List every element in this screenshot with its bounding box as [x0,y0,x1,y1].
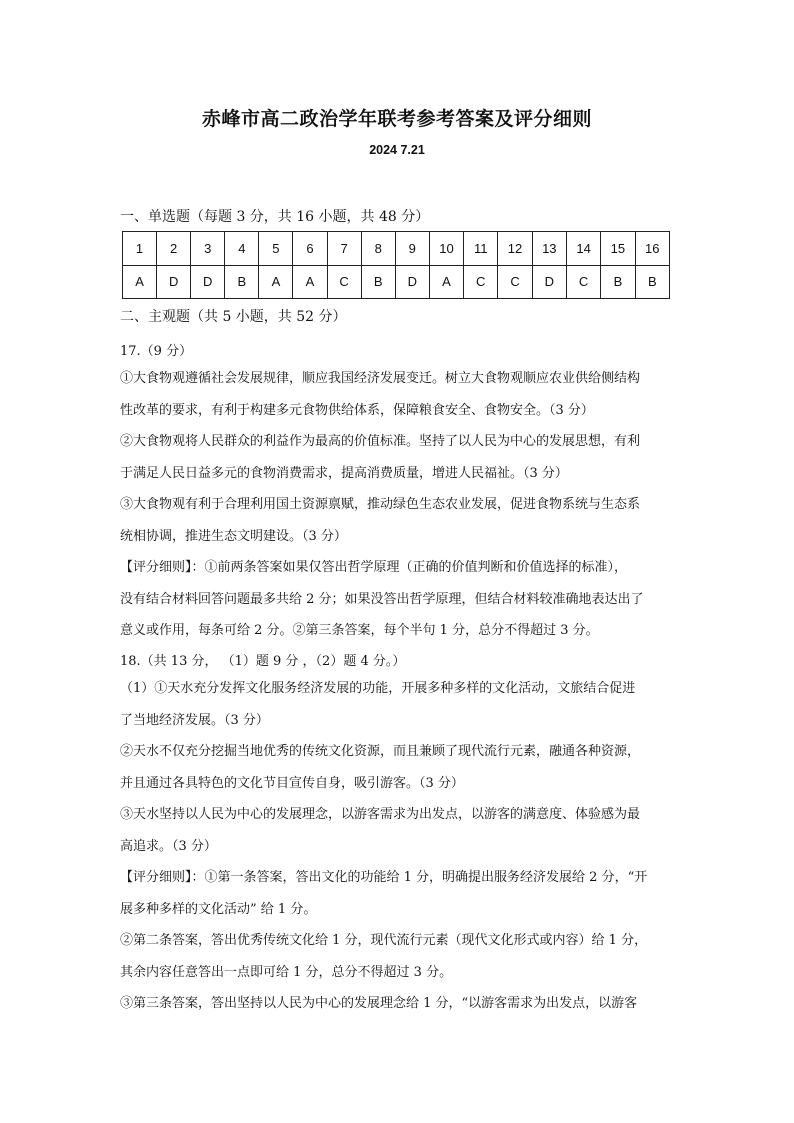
question-number: 10 [429,232,463,266]
text-line: 于满足人民日益多元的食物消费需求，提高消费质量，增进人民福祉。（3 分） [120,465,568,481]
answer-table [122,231,670,299]
question-17-body [120,363,680,647]
text-line: 了当地经济发展。（3 分） [120,712,269,728]
question-18-body [120,673,680,1020]
text-line: 没有结合材料回答问题最多共给 2 分；如果没答出哲学原理，但结合材料较准确地表达出了 [120,591,644,607]
question-number: 13 [532,232,566,266]
answer-table-answer-row [123,265,670,299]
text-line: 统相协调，推进生态文明建设。（3 分） [120,528,347,544]
text-line: 并且通过各具特色的文化节目宣传自身，吸引游客。（3 分） [120,775,464,791]
text-line: 展多种多样的文化活动” 给 1 分。 [120,901,317,917]
question-number: 11 [464,232,498,266]
question-number: 3 [191,232,225,266]
question-number: 14 [566,232,600,266]
answer-cell: B [601,265,635,299]
question-number: 8 [361,232,395,266]
question-number: 16 [635,232,669,266]
answer-cell: B [361,265,395,299]
answer-cell: A [293,265,327,299]
text-line: ②第二条答案，答出优秀传统文化给 1 分，现代流行元素（现代文化形式或内容）给 1 分， [120,933,648,948]
question-17-label: 17.（9 分） [120,344,193,359]
answer-cell: D [157,265,191,299]
section-2-heading: 二、主观题（共 5 小题，共 52 分） [120,309,347,325]
question-number: 1 [123,232,157,266]
answer-cell: D [532,265,566,299]
exam-date: 2024 7.21 [369,143,425,157]
question-18-label: 18.（共 13 分， （1）题 9 分 ，（2）题 4 分。） [120,654,406,669]
answer-cell: A [429,265,463,299]
question-number: 15 [601,232,635,266]
answer-table-number-row [123,232,670,266]
answer-cell: C [464,265,498,299]
question-number: 6 [293,232,327,266]
answer-cell: A [259,265,293,299]
answer-cell: A [123,265,157,299]
question-number: 2 [157,232,191,266]
text-line: （1）①天水充分发挥文化服务经济发展的功能，开展多种多样的文化活动，文旅结合促进 [120,681,636,696]
page-title: 赤峰市高二政治学年联考参考答案及评分细则 [201,108,592,130]
text-line: ③第三条答案，答出坚持以人民为中心的发展理念给 1 分，“以游客需求为出发点，以游客 [120,996,638,1011]
question-number: 9 [395,232,429,266]
text-line: 高追求。（3 分） [120,838,217,854]
answer-cell: C [327,265,361,299]
scoring-rule-line: 【评分细则】：①前两条答案如果仅答出哲学原理（正确的价值判断和价值选择的标准）， [120,560,628,575]
text-line: ①大食物观遵循社会发展规律，顺应我国经济发展变迁。树立大食物观顺应农业供给侧结构 [120,371,641,386]
text-line: ③大食物观有利于合理利用国土资源禀赋，推动绿色生态农业发展，促进食物系统与生态系 [120,497,641,512]
answer-cell: C [566,265,600,299]
answer-cell: B [225,265,259,299]
text-line: ③天水坚持以人民为中心的发展理念，以游客需求为出发点，以游客的满意度、体验感为最 [120,807,641,822]
text-line: ②大食物观将人民群众的利益作为最高的价值标准。坚持了以人民为中心的发展思想，有利 [120,434,641,449]
question-number: 7 [327,232,361,266]
section-1-heading: 一、单选题（每题 3 分，共 16 小题，共 48 分） [120,209,430,225]
text-line: 其余内容任意答出一点即可给 1 分，总分不得超过 3 分。 [120,964,453,980]
question-number: 4 [225,232,259,266]
text-line: 性改革的要求，有利于构建多元食物供给体系，保障粮食安全、食物安全。（3 分） [120,402,594,418]
scoring-rule-line: 【评分细则】：①第一条答案，答出文化的功能给 1 分，明确提出服务经济发展给 2 分，“开 [120,870,648,885]
answer-cell: D [191,265,225,299]
answer-cell: D [395,265,429,299]
text-line: 意义或作用，每条可给 2 分。②第三条答案，每个半句 1 分，总分不得超过 3 分。 [120,623,599,638]
answer-cell: B [635,265,669,299]
question-number: 12 [498,232,532,266]
answer-cell: C [498,265,532,299]
question-number: 5 [259,232,293,266]
text-line: ②天水不仅充分挖掘当地优秀的传统文化资源，而且兼顾了现代流行元素，融通各种资源， [120,744,641,759]
